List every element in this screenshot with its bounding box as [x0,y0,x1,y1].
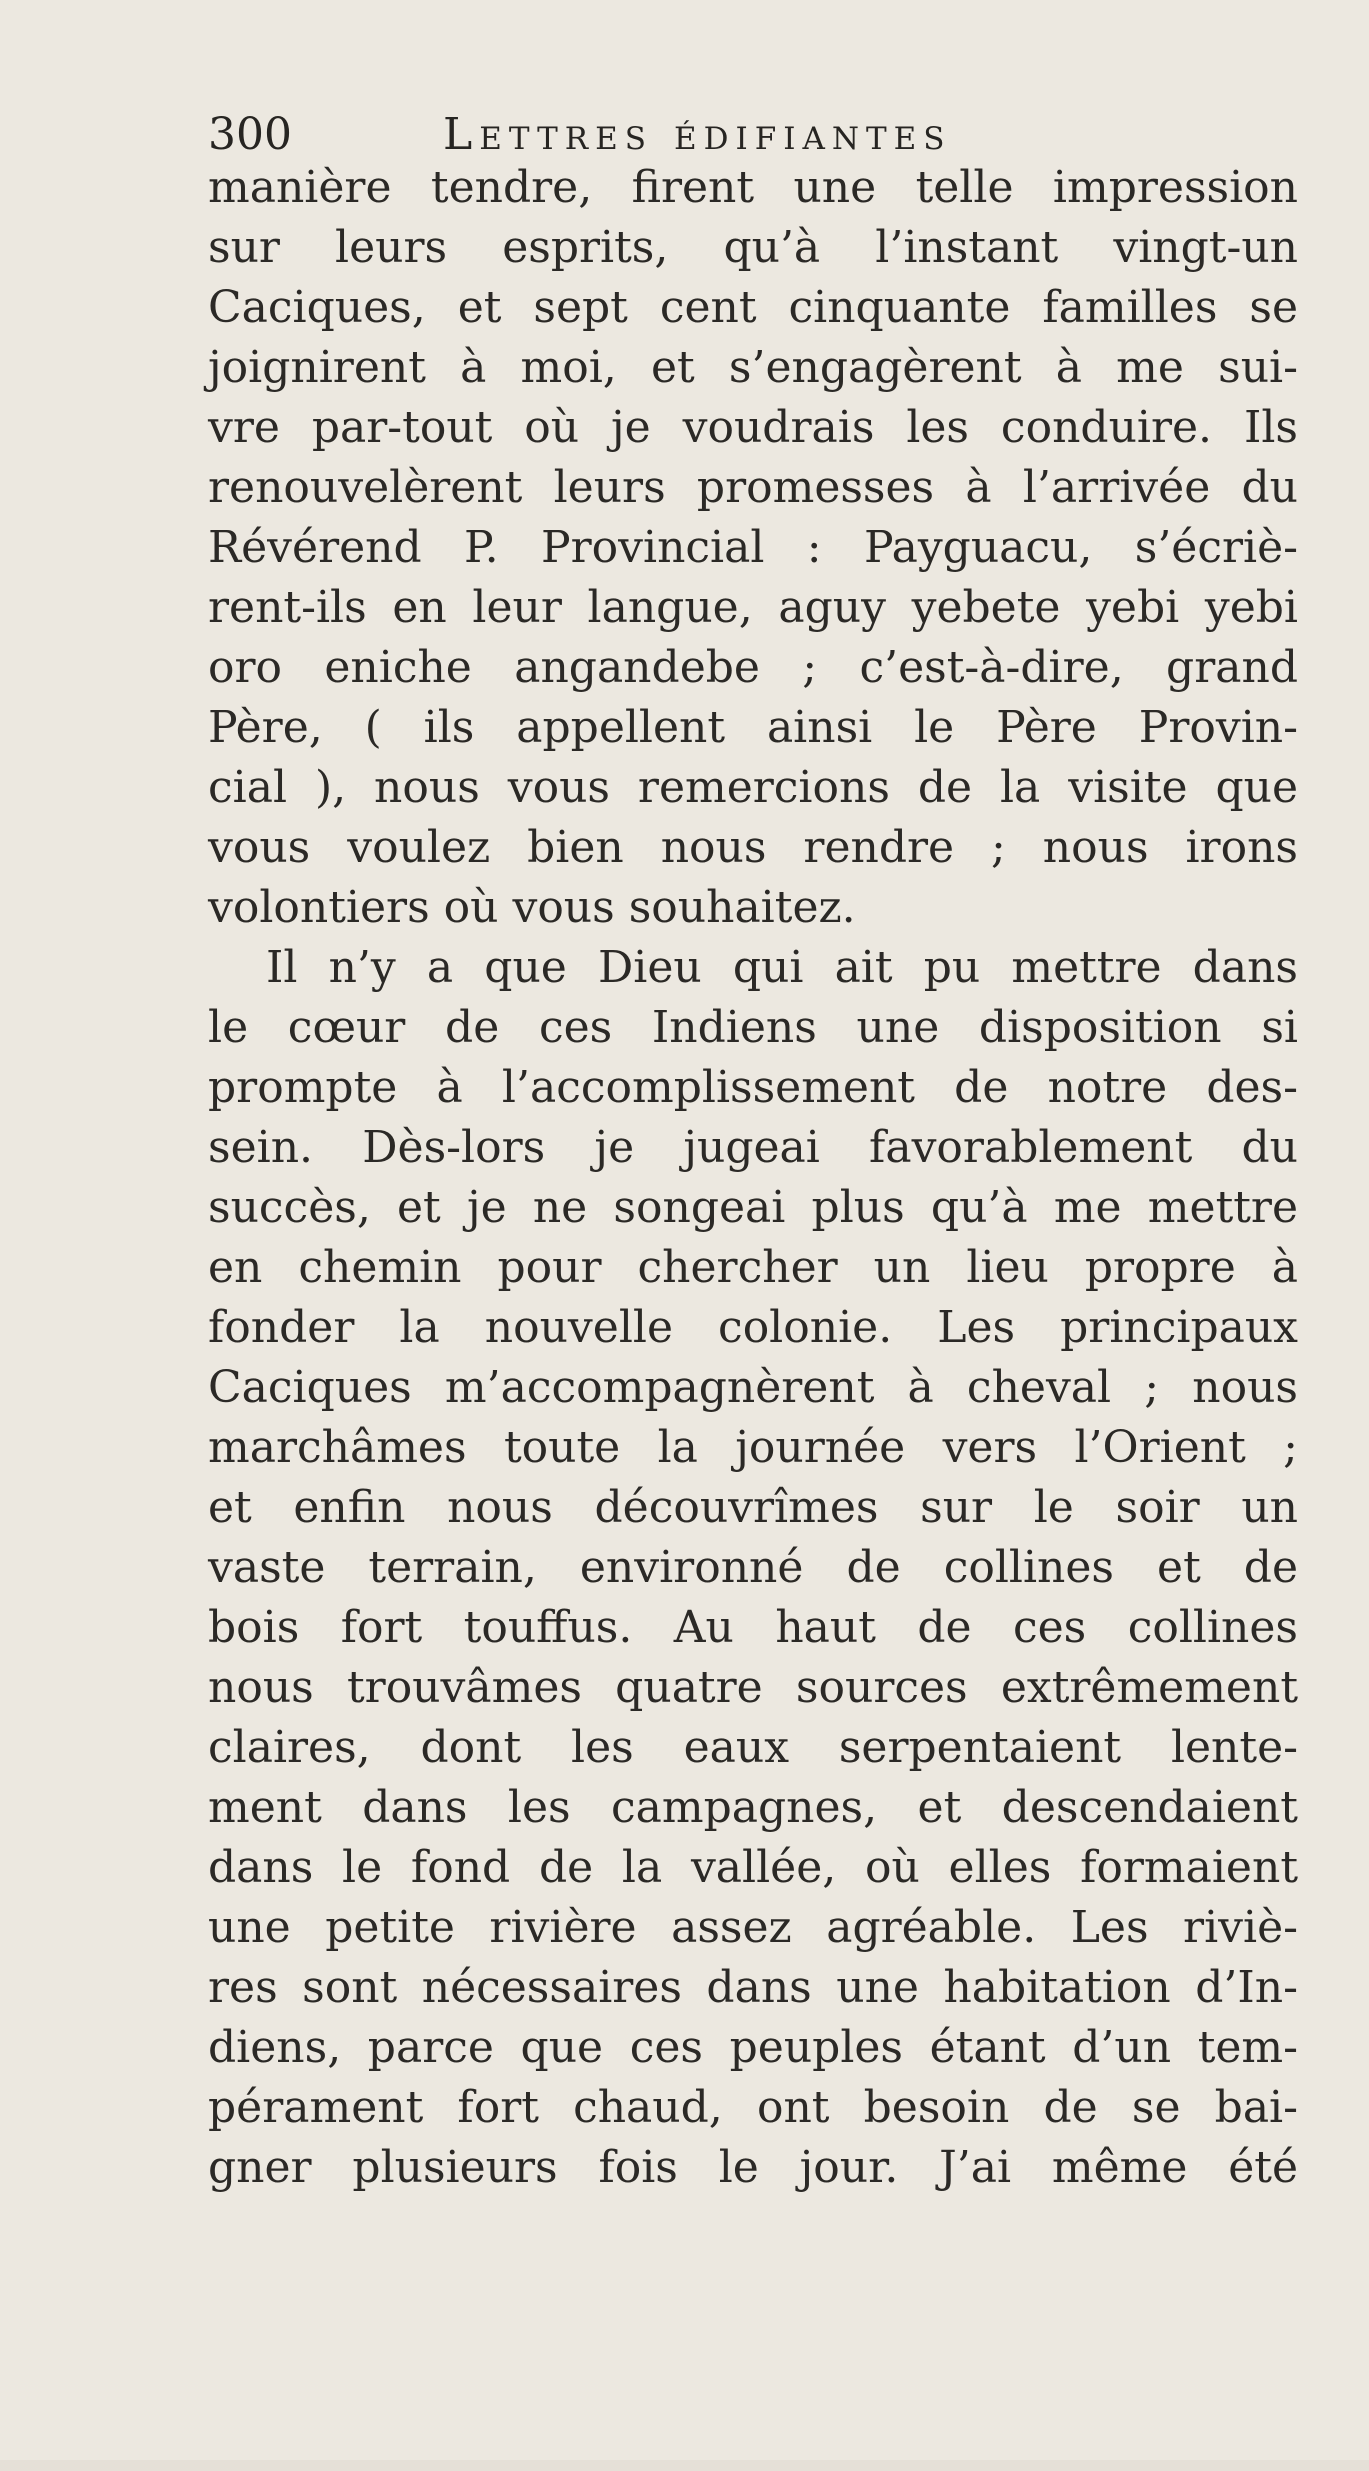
text-line: ment dans les campagnes, et descendaient [208,1782,1298,1833]
running-head: Lettres édifiantes [443,109,952,160]
paragraph-start-line: Il n’y a que Dieu qui ait pu mettre dans [266,942,1298,993]
text-line: vaste terrain, environné de collines et de [208,1542,1298,1593]
text-line: le cœur de ces Indiens une disposition si [208,1002,1298,1053]
text-line: marchâmes toute la journée vers l’Orient ; [208,1422,1298,1473]
text-line: gner plusieurs fois le jour. J’ai même été [208,2142,1298,2193]
text-line: nous trouvâmes quatre sources extrêmement [208,1662,1298,1713]
text-line: fonder la nouvelle colonie. Les principaux [208,1302,1298,1353]
text-line: Père, ( ils appellent ainsi le Père Provin- [208,702,1298,753]
text-line: en chemin pour chercher un lieu propre à [208,1242,1298,1293]
text-line: manière tendre, firent une telle impression [208,162,1298,213]
text-line: succès, et je ne songeai plus qu’à me mettre [208,1182,1298,1233]
body-text [208,158,1298,2198]
page-bottom-edge [0,2460,1369,2471]
text-line: vre par-tout où je voudrais les conduire. Ils [208,402,1298,453]
text-line: cial ), nous vous remercions de la visite que [208,762,1298,813]
text-line: sein. Dès-lors je jugeai favorablement du [208,1122,1298,1173]
text-line: vous voulez bien nous rendre ; nous irons [208,822,1298,873]
text-line: et enfin nous découvrîmes sur le soir un [208,1482,1298,1533]
text-line: une petite rivière assez agréable. Les riviè- [208,1902,1298,1953]
text-line: rent-ils en leur langue, aguy yebete yebi yebi [208,582,1298,633]
text-line: diens, parce que ces peuples étant d’un tem- [208,2022,1298,2073]
text-line: renouvelèrent leurs promesses à l’arrivée du [208,462,1298,513]
text-line: Caciques m’accompagnèrent à cheval ; nous [208,1362,1298,1413]
text-line: pérament fort chaud, ont besoin de se bai- [208,2082,1298,2133]
text-line: joignirent à moi, et s’engagèrent à me sui- [208,342,1298,393]
text-line: Révérend P. Provincial : Payguacu, s’écriè- [208,522,1298,573]
page-number: 300 [208,109,292,160]
text-line: claires, dont les eaux serpentaient lente- [208,1722,1298,1773]
text-line: sur leurs esprits, qu’à l’instant vingt-un [208,222,1298,273]
text-line: oro eniche angandebe ; c’est-à-dire, grand [208,642,1298,693]
text-line: dans le fond de la vallée, où elles formaient [208,1842,1298,1893]
text-line: bois fort touffus. Au haut de ces collines [208,1602,1298,1653]
text-line: volontiers où vous souhaitez. [208,882,856,933]
text-line: prompte à l’accomplissement de notre des- [208,1062,1298,1113]
page-header [208,105,1308,165]
text-line: Caciques, et sept cent cinquante familles se [208,282,1298,333]
text-line: res sont nécessaires dans une habitation d’In- [208,1962,1298,2013]
